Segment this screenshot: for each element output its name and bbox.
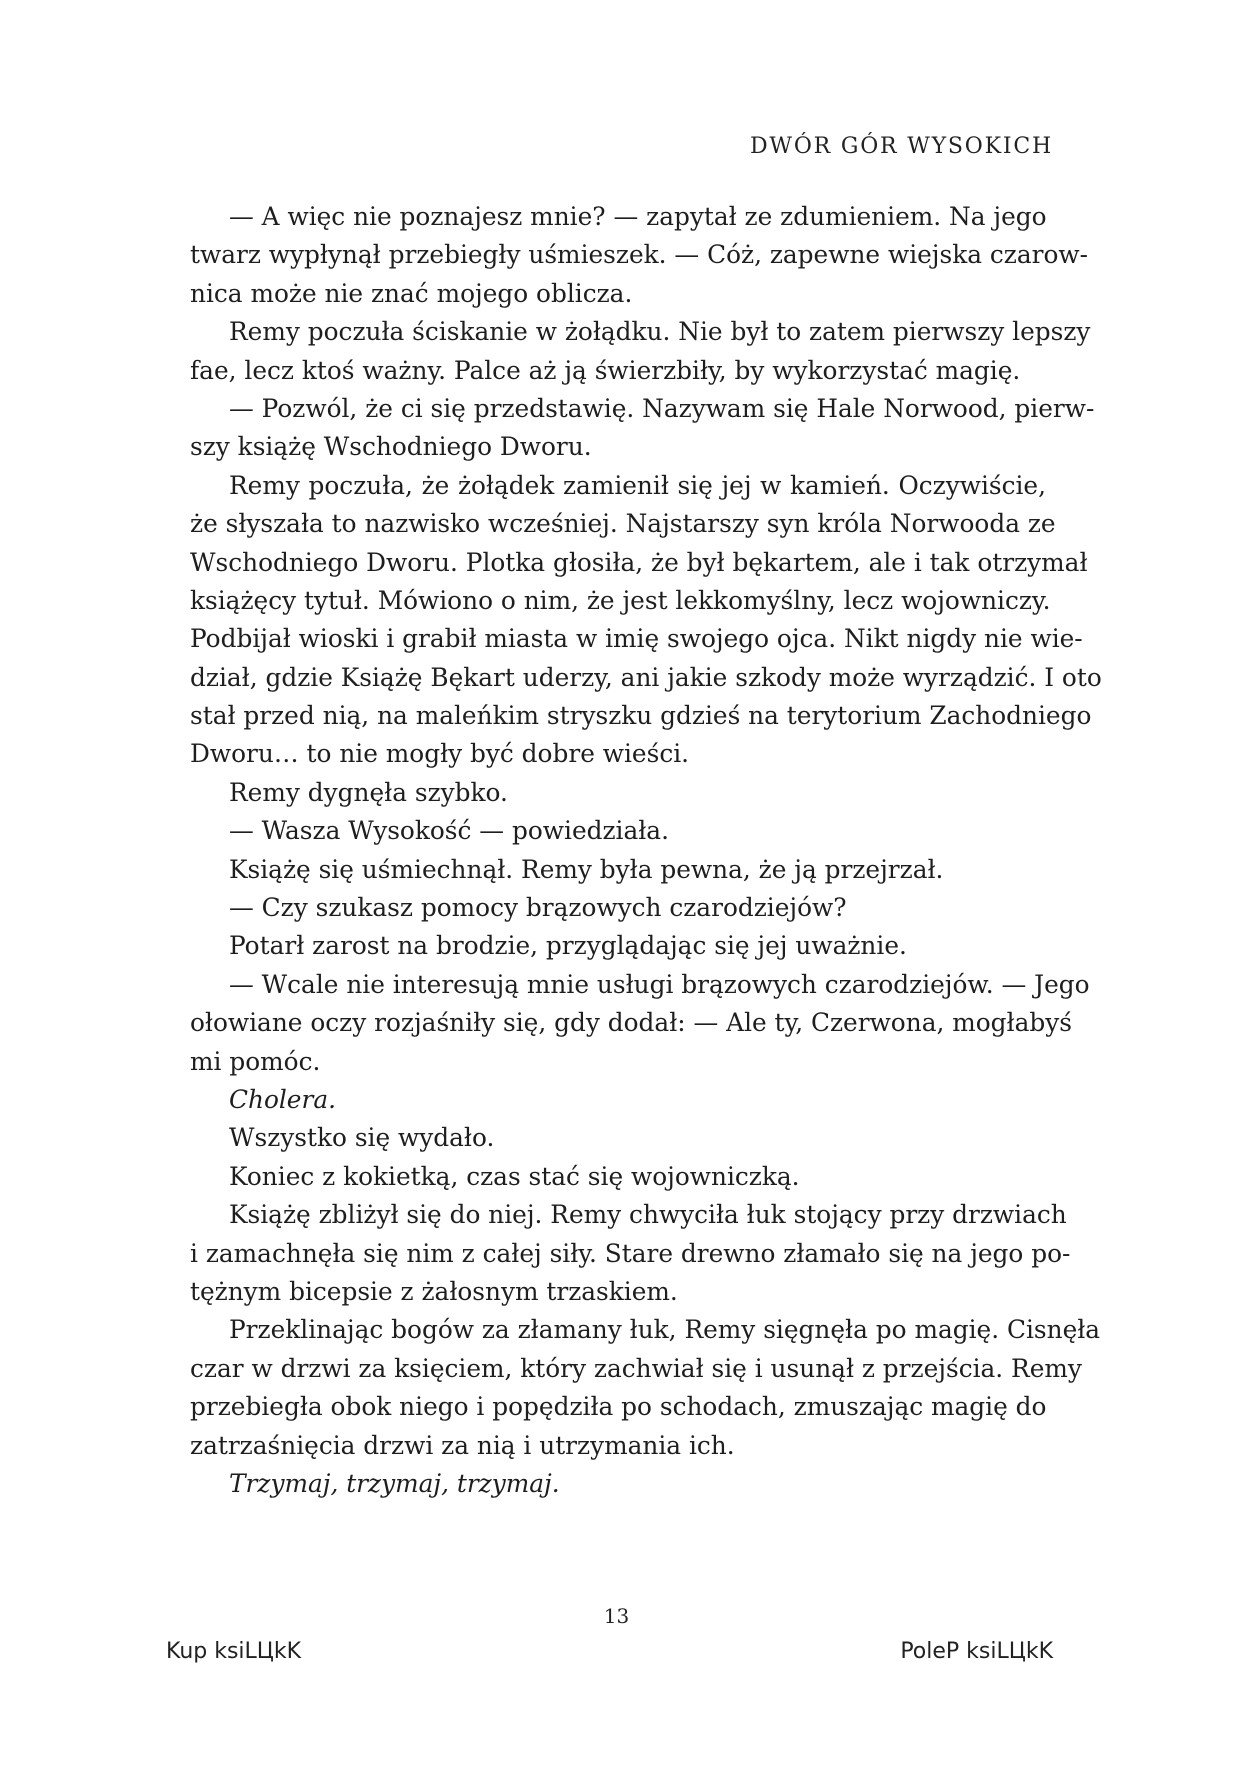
recommend-book-link[interactable]: PoleP ksiLЦkK [900, 1639, 1053, 1664]
text-line: tężnym bicepsie z żałosnym trzaskiem. [190, 1276, 678, 1306]
text-line: szy książę Wschodniego Dworu. [190, 432, 592, 462]
text-line: Koniec z kokietką, czas stać się wojowniczką. [229, 1161, 800, 1191]
text-line: Podbijał wioski i grabił miasta w imię swojego ojca. Nikt nigdy nie wie- [190, 624, 1083, 654]
text-line: — A więc nie poznajesz mnie? — zapytał ze zdumieniem. Na jego [229, 202, 1047, 231]
text-line: Remy poczuła, że żołądek zamienił się jej w kamień. Oczywiście, [229, 470, 1046, 500]
text-line: i zamachnęła się nim z całej siły. Stare drewno złamało się na jego po- [190, 1238, 1071, 1268]
text-line: — Wcale nie interesują mnie usługi brązowych czarodziejów. — Jego [229, 969, 1090, 999]
text-line: Potarł zarost na brodzie, przyglądając się jej uważnie. [229, 931, 907, 961]
text-line: fae, lecz ktoś ważny. Palce aż ją świerzbiły, by wykorzystać magię. [190, 355, 1021, 385]
text-line: książęcy tytuł. Mówiono o nim, że jest lekkomyślny, lecz wojowniczy. [190, 585, 1051, 615]
text-line: — Czy szukasz pomocy brązowych czarodziejów? [229, 893, 847, 923]
text-line: zatrzaśnięcia drzwi za nią i utrzymania ich. [190, 1430, 735, 1460]
page-number: 13 [603, 1604, 630, 1628]
text-line: twarz wypłynął przebiegły uśmieszek. — Cóż, zapewne wiejska czarow- [190, 240, 1089, 270]
text-line: Remy poczuła ściskanie w żołądku. Nie był to zatem pierwszy lepszy [229, 317, 1091, 347]
text-line: dział, gdzie Książę Bękart uderzy, ani jakie szkody może wyrządzić. I oto [190, 662, 1102, 692]
text-line: że słyszała to nazwisko wcześniej. Najstarszy syn króla Norwooda ze [190, 509, 1056, 539]
text-line: Dworu… to nie mogły być dobre wieści. [190, 739, 690, 769]
text-line: czar w drzwi za księciem, który zachwiał się i usunął z przejścia. Remy [190, 1353, 1082, 1383]
text-line: stał przed nią, na maleńkim stryszku gdzieś na terytorium Zachodniego [190, 701, 1092, 731]
running-header-title: DWÓR GÓR WYSOKICH [749, 134, 1053, 159]
text-line: nica może nie znać mojego oblicza. [190, 278, 633, 308]
text-line: Książę się uśmiechnął. Remy była pewna, że ją przejrzał. [229, 854, 944, 884]
text-line: Wschodniego Dworu. Plotka głosiła, że był bękartem, ale i tak otrzymał [190, 547, 1088, 577]
text-line: Książę zbliżył się do niej. Remy chwyciła łuk stojący przy drzwiach [229, 1200, 1067, 1230]
body-text [190, 198, 1102, 1503]
buy-book-link[interactable]: Kup ksiLЦkK [166, 1639, 302, 1664]
text-line: Remy dygnęła szybko. [229, 777, 508, 807]
text-line: Cholera. [229, 1084, 336, 1114]
text-line: — Wasza Wysokość — powiedziała. [229, 816, 669, 846]
text-line: ołowiane oczy rozjaśniły się, gdy dodał: — Ale ty, Czerwona, mogłabyś [190, 1008, 1072, 1038]
text-line: mi pomóc. [190, 1046, 321, 1076]
text-line: Przeklinając bogów za złamany łuk, Remy sięgnęła po magię. Cisnęła [229, 1315, 1101, 1345]
text-line: przebiegła obok niego i popędziła po schodach, zmuszając magię do [190, 1392, 1047, 1422]
text-line: Trzymaj, trzymaj, trzymaj. [229, 1468, 560, 1498]
text-line: Wszystko się wydało. [229, 1123, 495, 1153]
text-line: — Pozwól, że ci się przedstawię. Nazywam się Hale Norwood, pierw- [229, 393, 1095, 423]
